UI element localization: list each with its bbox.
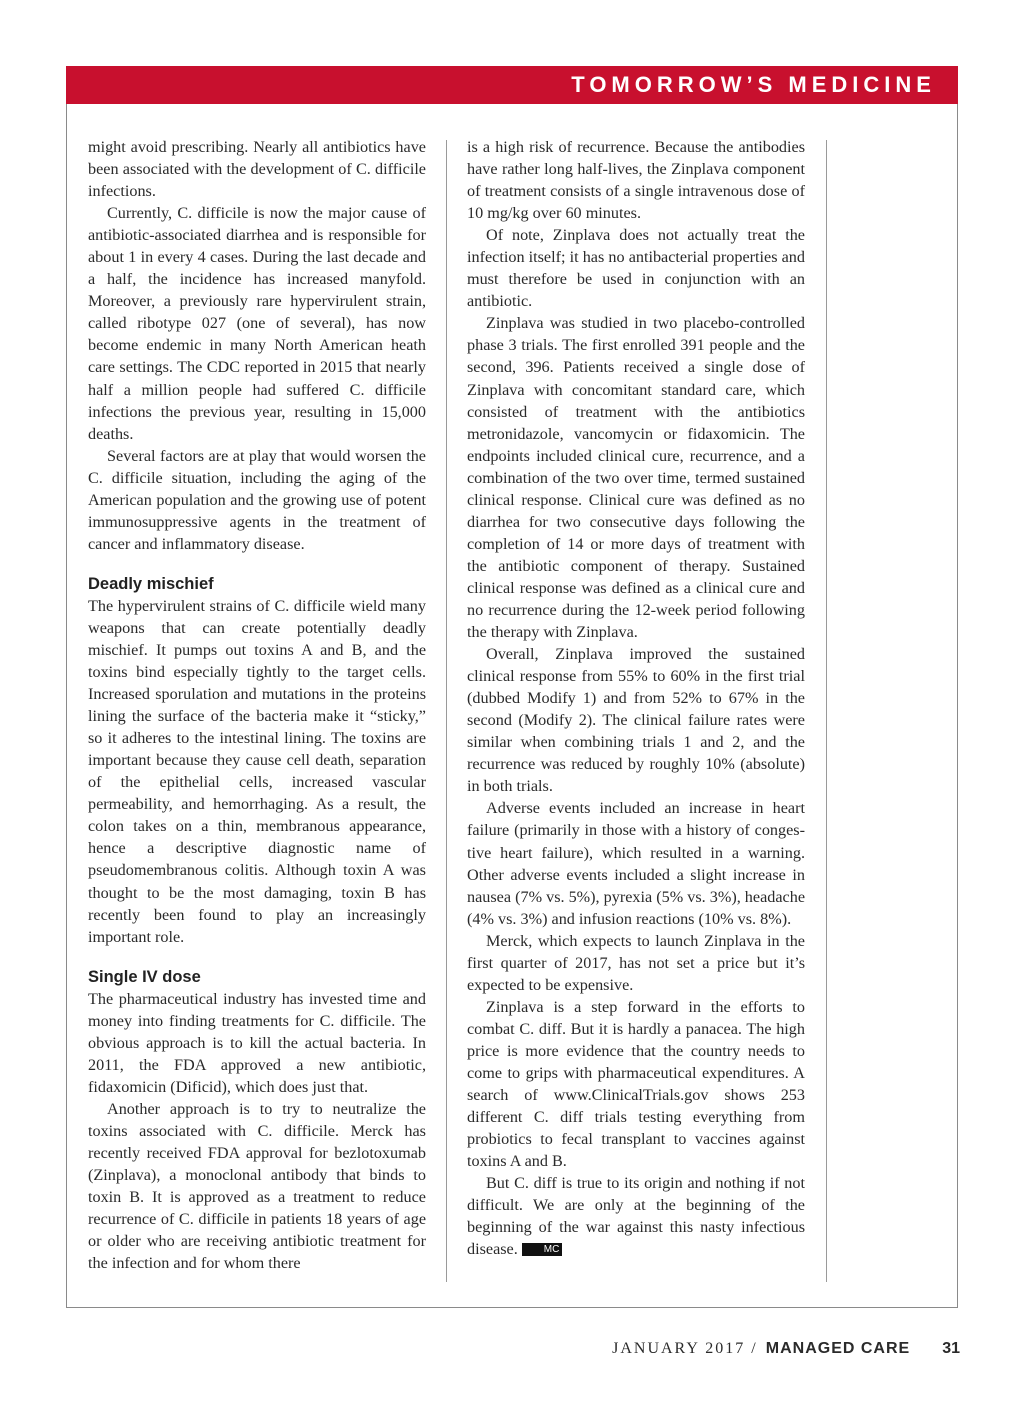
section-banner xyxy=(66,66,958,104)
paragraph: is a high risk of recurrence. Because the antibodies have rather long half-lives, the Zinplava component of treatment consists of a single intravenous dose of 10 mg/kg over 60 minutes. xyxy=(467,138,805,223)
paragraph: Several factors are at play that would worsen the C. difficile situation, including the aging of the American population and the growing use of potent immunosuppressive agents in the treatment of cancer and inflammatory disease. xyxy=(88,446,426,553)
column-rule-right xyxy=(826,140,827,1282)
paragraph: Overall, Zinplava improved the sustained clinical response from 55% to 60% in the first trial (dubbed Modify 1) and from 52% to 67% in the second (Modify 2). The clinical failure rates were similar when combining trials 1 and 2, and the recurrence was reduced by roughly 10% (absolute) in both trials. xyxy=(467,645,805,796)
magazine-name: MANAGED CARE xyxy=(765,1340,911,1357)
page-number: 31 xyxy=(942,1340,960,1357)
issue-date: JANUARY 2017 / xyxy=(612,1340,758,1357)
paragraph: Zinplava is a step forward in the efforts to combat C. diff. But it is hardly a panacea. The high price is more evidence that the country needs to come to grips with pharmaceutical expenditures. A search of www.ClinicalTrials.gov shows 253 different C. diff trials testing everything from probiotics to fecal transplant to vaccines against toxins A and B. xyxy=(467,997,805,1171)
left-column xyxy=(88,136,426,1274)
paragraph: The hypervirulent strains of C. difficile wield many weapons that can create potentially deadly mischief. It pumps out toxins A and B, and the toxins bind especially tightly to the target cells. Increased sporulation and mutations in the proteins lining the surface of the bacteria make it “sticky,” so it adheres to the intestinal lining. The toxins are important because they cause cell death, separation of the epithelial cells, increased vascular permeability, and hemorrhaging. As a result, the colon takes on a thin, membranous appearance, hence a descriptive diagnostic name of pseudomembranous colitis. Although toxin A was thought to be the most damaging, toxin B has recently been found to play an increasingly important role. xyxy=(88,596,426,946)
paragraph: Another approach is to try to neutralize the toxins associated with C. difficile. Merck has recently received FDA approval for bezlotoxumab (Zinplava), a monoclonal antibody that binds to toxin B. It is approved as a treatment to reduce recurrence of C. difficile in patients 18 years of age or older who are receiving antibiotic treatment for the infection and for whom there xyxy=(88,1099,426,1273)
subheading-deadly-mischief: Deadly mischief xyxy=(88,574,214,593)
page-footer xyxy=(612,1340,960,1358)
paragraph: Currently, C. difficile is now the major cause of antibiotic-associated diarrhea and is responsible for about 1 in every 4 cases. During the last decade and a half, the incidence has increased manyfold. Moreover, a previously rare hypervirulent strain, called ribotype 027 (one of several), has now become endemic in many North American heath care settings. The CDC reported in 2015 that nearly half a million people had suffered C. difficile infections the previous year, resulting in 15,000 deaths. xyxy=(88,204,426,443)
paragraph: might avoid prescribing. Nearly all antibiotics have been associated with the development of C. difficile infections. xyxy=(88,138,426,201)
end-mark-badge: MC xyxy=(522,1243,563,1256)
paragraph: Zinplava was studied in two placebo-controlled phase 3 trials. The first enrolled 391 people and the second, 396. Patients received a single dose of Zinplava with concomitant standard care, which consisted of treatment with the antibiotics metronidazole, vancomycin or fidaxomicin. The endpoints included clinical cure, recurrence, and a combination of the two over time, termed sustained clinical response. Clinical cure was defined as no diarrhea for two consecutive days following the completion of 14 or more days of treatment with the antibiotic component of therapy. Sustained clinical response was defined as a clinical cure and no recurrence during the 12-week period following the therapy with Zinplava. xyxy=(467,314,805,642)
paragraph: Merck, which expects to launch Zinplava in the first quarter of 2017, has not set a price but it’s expected to be expensive. xyxy=(467,931,805,994)
right-column xyxy=(467,136,805,1260)
subheading-single-iv-dose: Single IV dose xyxy=(88,967,201,986)
column-divider xyxy=(446,140,447,1282)
paragraph-text: But C. diff is true to its origin and nothing if not difficult. We are only at the beginning of the beginning of the war against this nasty infectious disease. xyxy=(467,1174,805,1259)
paragraph: Adverse events included an increase in heart failure (primarily in those with a history of congestive heart failure), which resulted in a warning. Other adverse events included a slight increase in nausea (7% vs. 5%), pyrexia (5% vs. 3%), headache (4% vs. 3%) and infusion reactions (10% vs. 8%). xyxy=(467,799,806,928)
paragraph-final xyxy=(467,1172,805,1260)
section-title: TOMORROW’S MEDICINE xyxy=(571,72,936,97)
paragraph: The pharmaceutical industry has invested time and money into finding treatments for C. difficile. The obvious approach is to kill the actual bacteria. In 2011, the FDA approved a new antibiotic, fidaxomicin (Dificid), which does just that. xyxy=(88,989,426,1096)
paragraph: Of note, Zinplava does not actually treat the infection itself; it has no antibacterial properties and must therefore be used in conjunction with an antibiotic. xyxy=(467,226,805,311)
